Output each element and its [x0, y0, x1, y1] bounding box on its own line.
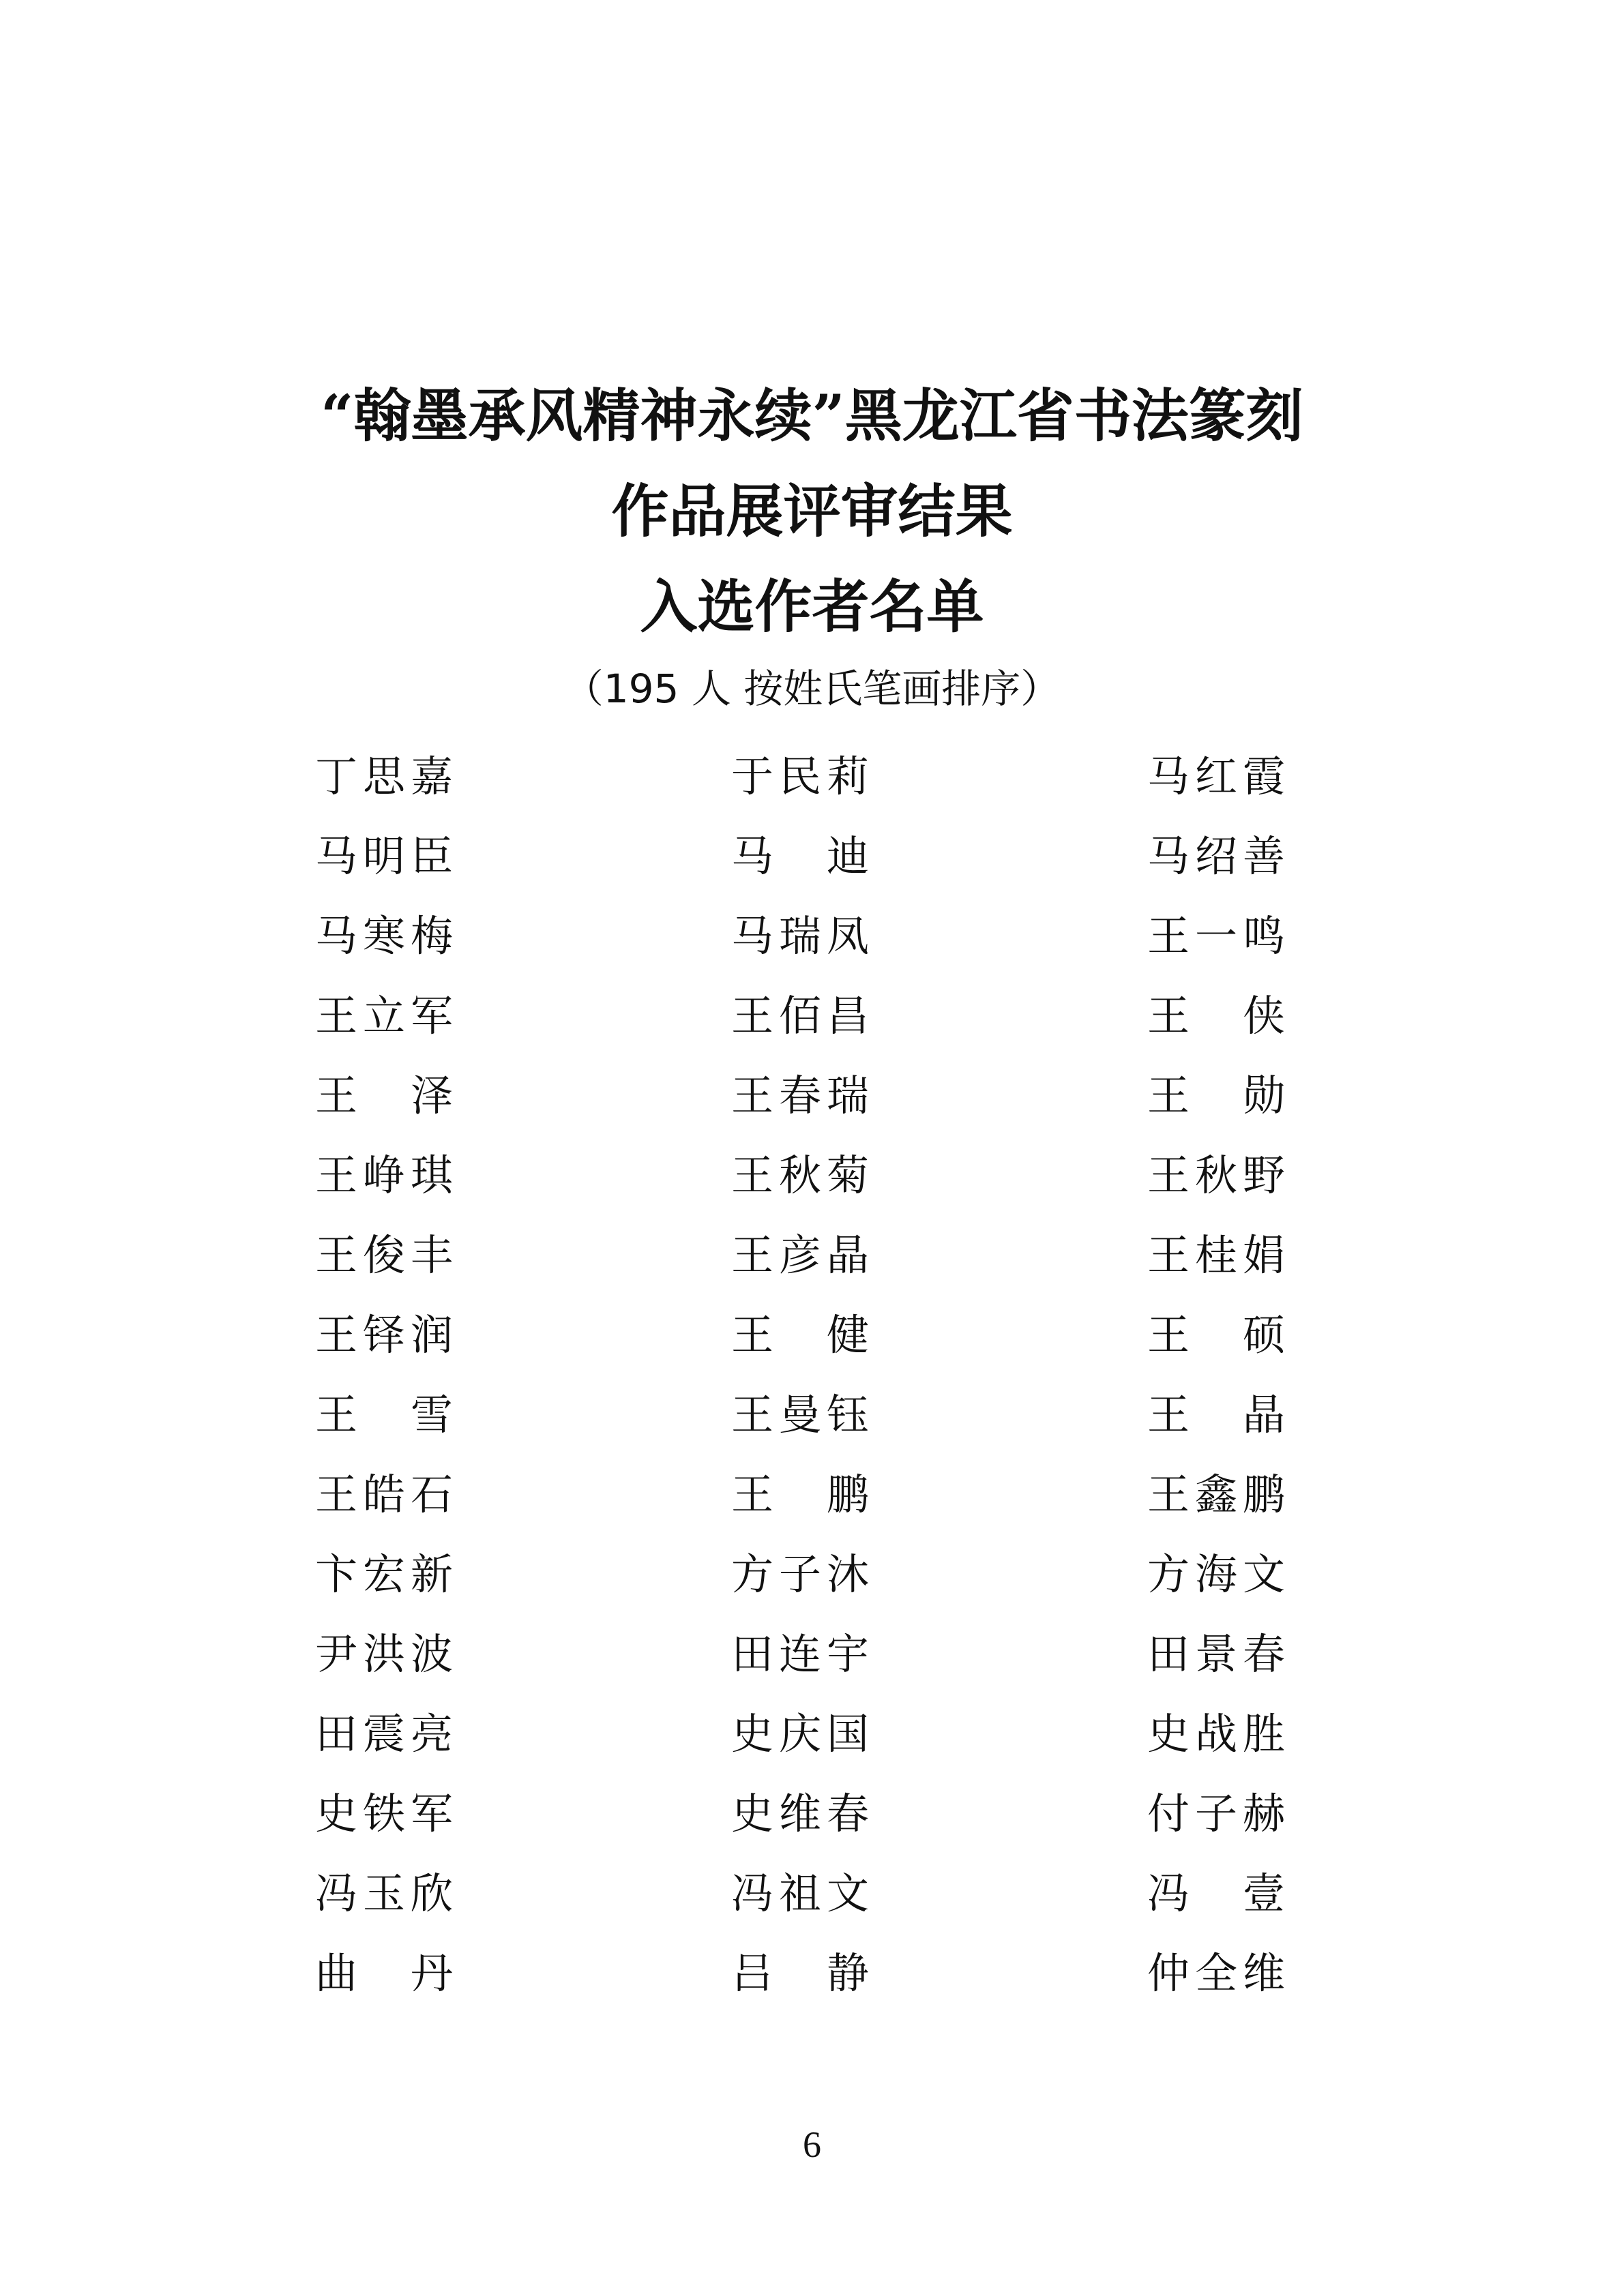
author-name: 马瑞凤: [731, 910, 875, 961]
author-name: 史庆国: [731, 1708, 875, 1759]
document-title-line-2: 作品展评审结果: [611, 477, 1013, 545]
author-name: 于民莉: [731, 751, 875, 801]
author-name: 马 迪: [731, 831, 875, 881]
author-name: 仲全维: [1147, 1948, 1291, 1998]
author-name: 王峥琪: [315, 1150, 459, 1200]
document-subtitle: （195 人 按姓氏笔画排序）: [563, 666, 1061, 712]
author-name: 卞宏新: [315, 1549, 459, 1599]
author-name: 马寒梅: [315, 910, 459, 961]
author-name: 冯祖文: [731, 1868, 875, 1918]
author-name: 王 勋: [1147, 1070, 1291, 1120]
author-name: 王春瑞: [731, 1070, 875, 1120]
author-name: 马红霞: [1147, 751, 1291, 801]
author-name: 田连宇: [731, 1628, 875, 1679]
author-name: 丁思嘉: [315, 751, 459, 801]
author-name: 史战胜: [1147, 1708, 1291, 1759]
author-name: 冯玉欣: [315, 1868, 459, 1918]
author-name: 马明臣: [315, 831, 459, 881]
author-name: 王 侠: [1147, 990, 1291, 1041]
author-name: 王彦晶: [731, 1229, 875, 1280]
author-name: 王 晶: [1147, 1389, 1291, 1440]
author-name: 王俊丰: [315, 1229, 459, 1280]
author-name: 王秋野: [1147, 1150, 1291, 1200]
document-title-line-1: “翰墨承风精神永续”黑龙江省书法篆刻: [321, 382, 1303, 449]
author-name: 王皓石: [315, 1469, 459, 1519]
author-name: 马绍善: [1147, 831, 1291, 881]
page-number: 6: [803, 2124, 821, 2165]
author-name: 方海文: [1147, 1549, 1291, 1599]
author-name: 王 泽: [315, 1070, 459, 1120]
author-name: 王立军: [315, 990, 459, 1041]
author-name: 田震亮: [315, 1708, 459, 1759]
author-name: 王 硕: [1147, 1309, 1291, 1360]
author-name: 田景春: [1147, 1628, 1291, 1679]
author-name: 史维春: [731, 1788, 875, 1838]
author-name: 王曼钰: [731, 1389, 875, 1440]
author-name: 史铁军: [315, 1788, 459, 1838]
author-name: 尹洪波: [315, 1628, 459, 1679]
author-name: 王 鹏: [731, 1469, 875, 1519]
author-name: 王桂娟: [1147, 1229, 1291, 1280]
author-name: 王秋菊: [731, 1150, 875, 1200]
author-name: 王鑫鹏: [1147, 1469, 1291, 1519]
author-name: 王 雪: [315, 1389, 459, 1440]
author-name: 王 健: [731, 1309, 875, 1360]
author-name-list: [315, 736, 1338, 2013]
author-name: 王佰昌: [731, 990, 875, 1041]
author-name: 吕 静: [731, 1948, 875, 1998]
document-title-line-3: 入选作者名单: [640, 573, 984, 640]
author-name: 方子沐: [731, 1549, 875, 1599]
author-name: 付子赫: [1147, 1788, 1291, 1838]
author-name: 王一鸣: [1147, 910, 1291, 961]
author-name: 曲 丹: [315, 1948, 459, 1998]
author-name: 冯 壹: [1147, 1868, 1291, 1918]
author-name: 王铎润: [315, 1309, 459, 1360]
